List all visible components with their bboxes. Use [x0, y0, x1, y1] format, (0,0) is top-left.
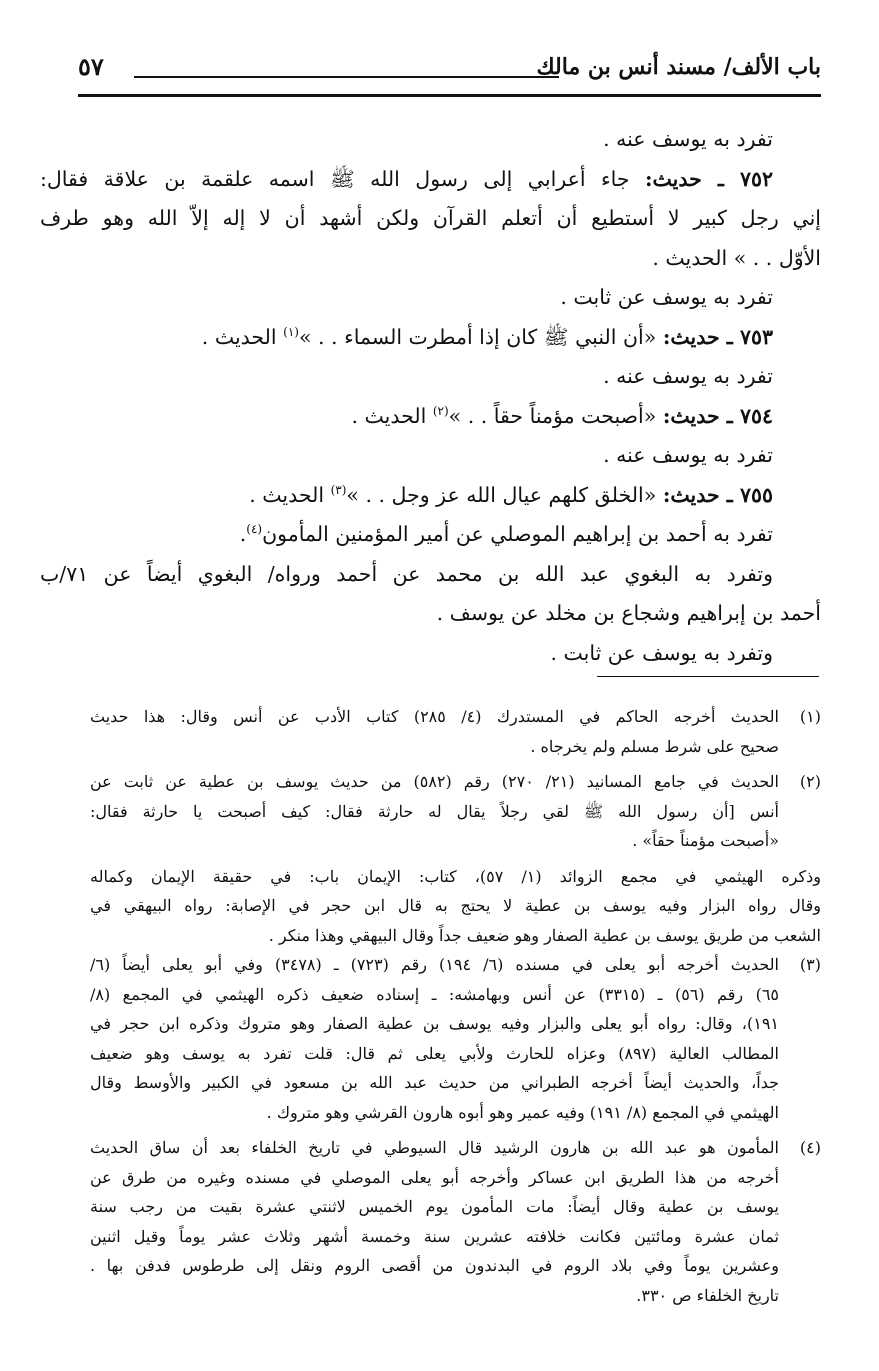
footnote-line: يوسف بن عطية وقال أيضاً: مات المأمون يوم الخميس لاثنتي عشرة بقيت من رجب سنة	[90, 1197, 779, 1216]
main-text	[40, 120, 821, 673]
footnote-ref[interactable]: (١)	[283, 324, 299, 339]
footnotes	[90, 702, 821, 1310]
footnote-number: (١)	[799, 707, 821, 726]
hadith-752: ٧٥٢ ـ حديث: جاء أعرابي إلى رسول الله ﷺ اسمه علقمة بن علاقة فقال:	[40, 166, 773, 191]
text-line: وتفرد به البغوي عبد الله بن محمد عن أحمد ورواه/ البغوي أيضاً عن ٧١/ب	[40, 561, 773, 586]
footnote-number: (٣)	[799, 955, 821, 974]
hadith-label: ٧٥٤ ـ حديث:	[662, 403, 773, 428]
text-line: تفرد به يوسف عنه .	[603, 443, 773, 467]
footnote-2	[90, 767, 821, 856]
footnote-rule	[597, 676, 819, 677]
footnote-line: الحديث أخرجه الحاكم في المستدرك (٤/ ٢٨٥) كتاب الأدب عن أنس وقال: هذا حديث	[90, 707, 779, 726]
hadith-755: ٧٥٥ ـ حديث: «الخلق كلهم عيال الله عز وجل . . »$^{(٣)}$ الحديث .	[249, 482, 773, 507]
footnote-line: وذكره الهيثمي في مجمع الزوائد (١/ ٥٧)، كتاب: الإيمان باب: في حقيقة الإيمان وكماله	[90, 866, 821, 886]
page-header	[78, 48, 821, 97]
footnote-3	[90, 950, 821, 1127]
running-title: باب الألف/ مسند أنس بن مالك	[536, 54, 821, 80]
footnote-2-continued	[90, 862, 821, 951]
footnote-ref[interactable]: (٢)	[432, 403, 449, 418]
hadith-label: ٧٥٢ ـ حديث:	[644, 166, 773, 191]
footnote-line: ثمان عشرة ومائتين فكانت خلافته عشرين سنة وخمسة أشهر وثلاث عشر يوماً وقيل اثنين	[90, 1226, 779, 1246]
text-line: أحمد بن إبراهيم وشجاع بن مخلد عن يوسف .	[436, 601, 821, 625]
footnote-4	[90, 1133, 821, 1310]
hadith-label: ٧٥٣ ـ حديث:	[662, 324, 773, 349]
footnote-line: الشعب من طريق يوسف بن عطية الصفار وهو ضعيف جداً وقال البيهقي وهذا منكر .	[268, 925, 821, 945]
footnote-ref[interactable]: (٣)	[330, 482, 347, 497]
hadith-label: ٧٥٥ ـ حديث:	[662, 482, 773, 507]
footnote-line: الحديث أخرجه أبو يعلى في مسنده (٦/ ١٩٤) رقم (٧٢٣) ـ (٣٤٧٨) وفي أبو يعلى أيضاً (٦/	[90, 955, 779, 974]
footnote-line: صحيح على شرط مسلم ولم يخرجاه .	[530, 736, 779, 756]
footnote-number: (٢)	[799, 772, 821, 791]
footnote-line: الحديث في جامع المسانيد (٢١/ ٢٧٠) رقم (٥٨٢) من حديث يوسف بن عطية عن ثابت عن	[90, 772, 779, 791]
text-line: تفرد به أحمد بن إبراهيم الموصلي عن أمير المؤمنين المأمون$^{(٤)}$.	[239, 522, 773, 546]
footnote-line: الهيثمي في المجمع (٨/ ١٩١) وفيه عمير وهو أبوه هارون القرشي وهو متروك .	[266, 1102, 779, 1122]
text-line: تفرد به يوسف عنه .	[603, 364, 773, 388]
footnote-line: جداً، والحديث أيضاً أخرجه الطبراني من حديث عبد الله بن مسعود في الكبير والأوسط وقال	[90, 1073, 779, 1092]
text-line: تفرد به يوسف عن ثابت .	[560, 285, 773, 309]
footnote-line: أخرجه من هذا الطريق ابن عساكر وأخرجه أبو يعلى الموصلي في مسنده وغيره من طرق عن	[90, 1167, 779, 1187]
footnote-ref[interactable]: (٤)	[246, 522, 263, 537]
footnote-line: المأمون هو عبد الله بن هارون الرشيد قال السيوطي في تاريخ الخلفاء بعد أن ساق الحديث	[90, 1138, 779, 1157]
footnote-line: وعشرين يوماً وفي بلاد الروم في البدندون من أقصى الروم ونقل إلى طرطوس فدفن بها .	[90, 1256, 779, 1275]
hadith-754: ٧٥٤ ـ حديث: «أصبحت مؤمناً حقاً . . »$^{(٢)}$ الحديث .	[351, 403, 773, 428]
footnote-line: أنس [أن رسول الله ﷺ لقي رجلاً يقال له حارثة فقال: كيف أصبحت يا حارثة فقال:	[90, 801, 779, 821]
hadith-753: ٧٥٣ ـ حديث: «أن النبي ﷺ كان إذا أمطرت السماء . . »$^{(١)}$ الحديث .	[201, 324, 773, 349]
page-number: ٥٧	[78, 52, 104, 81]
footnote-line: وقال رواه البزار وفيه يوسف بن عطية لا يحتج به قال ابن حجر في الإصابة: رواه البيهقي في	[90, 896, 821, 915]
footnote-line: ١٩١)، وقال: رواه أبو يعلى والبزار وفيه يوسف بن عطية الصفار وهو متروك وذكره ابن حجر في	[90, 1014, 779, 1033]
text-line: الأوّل . . » الحديث .	[652, 245, 821, 270]
footnote-line: «أصبحت مؤمناً حقاً» .	[632, 831, 779, 850]
text-line: تفرد به يوسف عنه .	[603, 127, 773, 151]
text-line: إني رجل كبير لا أستطيع أن أتعلم القرآن ولكن أشهد أن لا إله إلاّ الله وهو طرف	[40, 206, 821, 230]
header-rule	[134, 76, 559, 78]
text-line: وتفرد به يوسف عن ثابت .	[550, 640, 773, 665]
footnote-line: المطالب العالية (٨٩٧) وعزاه للحارث ولأبي يعلى ثم قال: قلت تفرد به يوسف وهو ضعيف	[90, 1043, 779, 1063]
footnote-1	[90, 702, 821, 761]
footnote-line: ٦٥) رقم (٥٦) ـ (٣٣١٥) عن أنس وبهامشه: ـ إسناده ضعيف ذكره الهيثمي في المجمع (٨/	[90, 984, 779, 1004]
footnote-line: تاريخ الخلفاء ص ٣٣٠.	[636, 1285, 779, 1305]
footnote-number: (٤)	[799, 1138, 821, 1157]
